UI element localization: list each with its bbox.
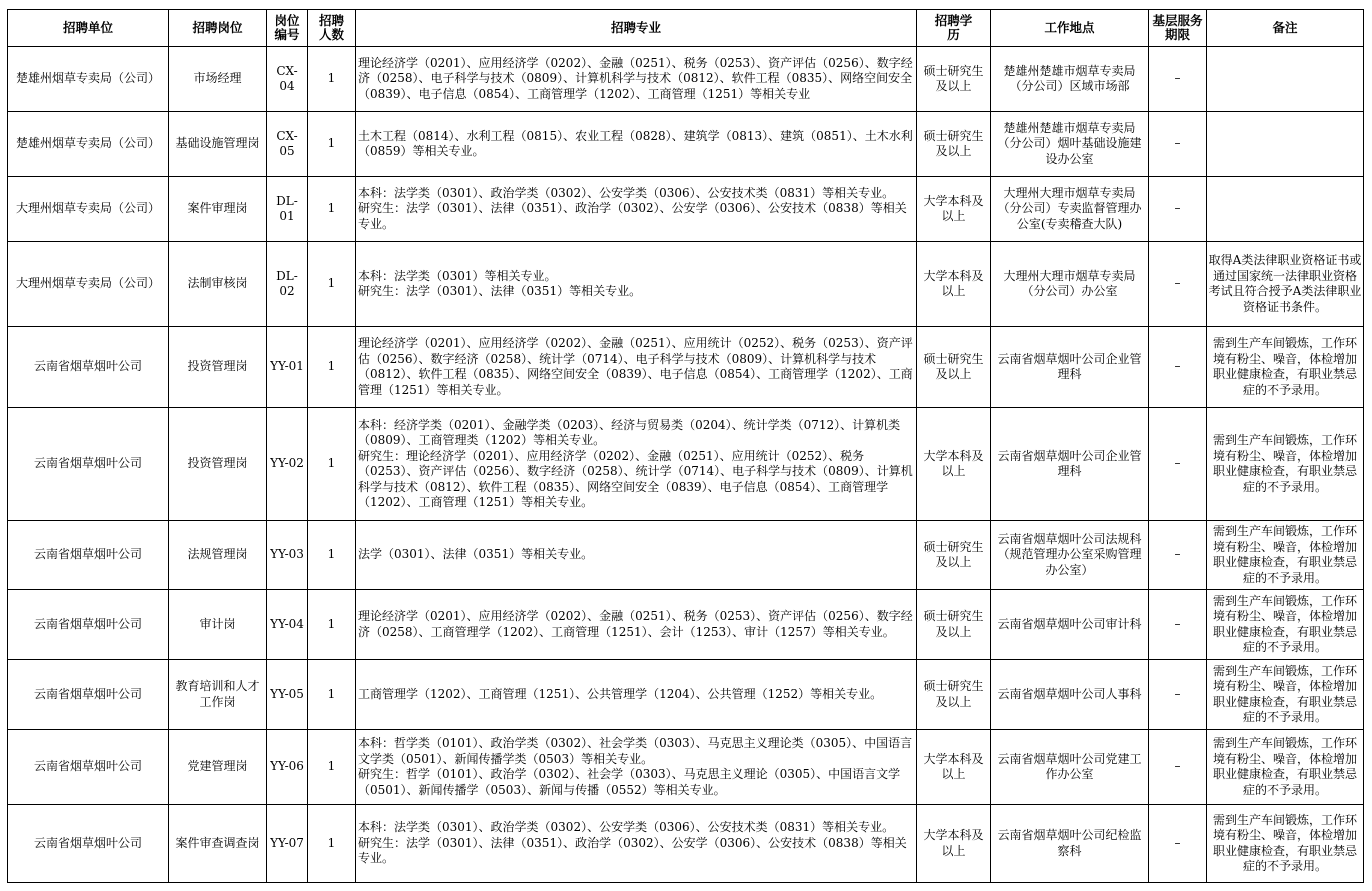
- cell-location: 云南省烟草烟叶公司企业管理科: [991, 327, 1149, 408]
- cell-post: 审计岗: [169, 590, 267, 660]
- header-post: 招聘岗位: [169, 10, 267, 47]
- cell-service: –: [1149, 327, 1207, 408]
- cell-major: [356, 177, 917, 242]
- cell-note: 需到生产车间锻炼，工作环境有粉尘、噪音，体检增加职业健康检查，有职业禁忌症的不予录用。: [1207, 327, 1364, 408]
- header-code: 岗位编号: [267, 10, 308, 47]
- cell-count: 1: [308, 660, 356, 730]
- cell-count: 1: [308, 112, 356, 177]
- cell-service: –: [1149, 408, 1207, 521]
- cell-location: 云南省烟草烟叶公司纪检监察科: [991, 805, 1149, 883]
- cell-note: 需到生产车间锻炼，工作环境有粉尘、噪音，体检增加职业健康检查，有职业禁忌症的不予录用。: [1207, 590, 1364, 660]
- cell-unit: 楚雄州烟草专卖局（公司）: [8, 47, 169, 112]
- cell-note: 需到生产车间锻炼，工作环境有粉尘、噪音，体检增加职业健康检查，有职业禁忌症的不予录用。: [1207, 521, 1364, 590]
- cell-service: –: [1149, 177, 1207, 242]
- major-line: 工商管理学（1202）、工商管理（1251）、公共管理学（1204）、公共管理（1252）等相关专业。: [358, 686, 883, 701]
- major-line: 研究生：理论经济学（0201）、应用经济学（0202）、金融（0251）、应用统计（0252）、税务（0253）、资产评估（0256）、数字经济（0258）、统计学（0714）、电子科学与技术（0809）、计算机科学与技术（0812）、软件工程（0835）、网络空间安全（0839）、电子信息（0854）、工商管理学（1202）、工商管理（1251）等相关专业。: [358, 448, 913, 509]
- major-line: 研究生：法学（0301）、法律（0351）等相关专业。: [358, 284, 642, 298]
- cell-note: [1207, 112, 1364, 177]
- cell-education: 大学本科及以上: [917, 177, 991, 242]
- header-note: 备注: [1207, 10, 1364, 47]
- cell-education: 硕士研究生及以上: [917, 590, 991, 660]
- cell-location: 云南省烟草烟叶公司企业管理科: [991, 408, 1149, 521]
- table-row: [8, 112, 1364, 177]
- cell-code: YY-06: [267, 730, 308, 805]
- cell-note: 需到生产车间锻炼，工作环境有粉尘、噪音，体检增加职业健康检查，有职业禁忌症的不予录用。: [1207, 660, 1364, 730]
- cell-education: 硕士研究生及以上: [917, 521, 991, 590]
- cell-note: 需到生产车间锻炼，工作环境有粉尘、噪音，体检增加职业健康检查，有职业禁忌症的不予录用。: [1207, 730, 1364, 805]
- cell-unit: 云南省烟草烟叶公司: [8, 408, 169, 521]
- cell-code: CX-05: [267, 112, 308, 177]
- recruitment-table: [7, 9, 1364, 883]
- cell-major: [356, 327, 917, 408]
- cell-unit: 大理州烟草专卖局（公司）: [8, 177, 169, 242]
- cell-education: 硕士研究生及以上: [917, 327, 991, 408]
- cell-note: 需到生产车间锻炼，工作环境有粉尘、噪音，体检增加职业健康检查，有职业禁忌症的不予录用。: [1207, 805, 1364, 883]
- table-row: [8, 521, 1364, 590]
- cell-major: [356, 47, 917, 112]
- cell-major: [356, 408, 917, 521]
- cell-code: YY-05: [267, 660, 308, 730]
- header-count: 招聘人数: [308, 10, 356, 47]
- cell-post: 基础设施管理岗: [169, 112, 267, 177]
- major-line: 研究生：哲学（0101）、政治学（0302）、社会学（0303）、马克思主义理论（0305）、中国语言文学（0501）、新闻传播学（0503）、新闻与传播（0552）等相关专业。: [358, 767, 901, 797]
- cell-major: [356, 660, 917, 730]
- cell-unit: 云南省烟草烟叶公司: [8, 730, 169, 805]
- cell-count: 1: [308, 730, 356, 805]
- cell-unit: 云南省烟草烟叶公司: [8, 327, 169, 408]
- table-row: [8, 660, 1364, 730]
- cell-service: –: [1149, 805, 1207, 883]
- major-line: 研究生：法学（0301）、法律（0351）、政治学（0302）、公安学（0306）、公安技术（0838）等相关专业。: [358, 835, 907, 866]
- cell-location: 云南省烟草烟叶公司人事科: [991, 660, 1149, 730]
- major-line: 理论经济学（0201）、应用经济学（0202）、金融（0251）、应用统计（0252）、税务（0253）、资产评估（0256）、数字经济（0258）、统计学（0714）、电子科学与技术（0809）、计算机科学与技术（0812）、软件工程（0835）、网络空间安全（0839）、电子信息（0854）、工商管理学（1202）、工商管理（1251）等相关专业。: [358, 336, 913, 397]
- table-row: [8, 590, 1364, 660]
- cell-code: YY-02: [267, 408, 308, 521]
- header-education: 招聘学历: [917, 10, 991, 47]
- cell-count: 1: [308, 177, 356, 242]
- table-body: [8, 47, 1364, 883]
- cell-post: 法制审核岗: [169, 242, 267, 327]
- cell-note: [1207, 177, 1364, 242]
- cell-code: YY-04: [267, 590, 308, 660]
- cell-major: [356, 805, 917, 883]
- cell-post: 案件审理岗: [169, 177, 267, 242]
- cell-major: [356, 590, 917, 660]
- table-row: [8, 327, 1364, 408]
- cell-post: 党建管理岗: [169, 730, 267, 805]
- major-line: 本科：法学类（0301）等相关专业。: [358, 268, 557, 283]
- cell-unit: 云南省烟草烟叶公司: [8, 521, 169, 590]
- cell-code: YY-03: [267, 521, 308, 590]
- major-line: 研究生：法学（0301）、法律（0351）、政治学（0302）、公安学（0306）、公安技术（0838）等相关专业。: [358, 201, 907, 231]
- cell-location: 楚雄州楚雄市烟草专卖局（分公司）烟叶基础设施建设办公室: [991, 112, 1149, 177]
- cell-code: DL-01: [267, 177, 308, 242]
- cell-service: –: [1149, 590, 1207, 660]
- cell-education: 硕士研究生及以上: [917, 112, 991, 177]
- cell-code: YY-01: [267, 327, 308, 408]
- cell-post: 法规管理岗: [169, 521, 267, 590]
- header-location: 工作地点: [991, 10, 1149, 47]
- cell-unit: 大理州烟草专卖局（公司）: [8, 242, 169, 327]
- cell-location: 大理州大理市烟草专卖局（分公司）专卖监督管理办公室(专卖稽查大队): [991, 177, 1149, 242]
- header-major: 招聘专业: [356, 10, 917, 47]
- cell-service: –: [1149, 242, 1207, 327]
- cell-service: –: [1149, 660, 1207, 730]
- cell-note: [1207, 47, 1364, 112]
- cell-count: 1: [308, 590, 356, 660]
- cell-post: 市场经理: [169, 47, 267, 112]
- cell-unit: 云南省烟草烟叶公司: [8, 660, 169, 730]
- cell-post: 投资管理岗: [169, 327, 267, 408]
- cell-count: 1: [308, 242, 356, 327]
- cell-education: 大学本科及以上: [917, 805, 991, 883]
- header-unit: 招聘单位: [8, 10, 169, 47]
- cell-count: 1: [308, 521, 356, 590]
- table-row: [8, 47, 1364, 112]
- cell-count: 1: [308, 327, 356, 408]
- cell-location: 云南省烟草烟叶公司党建工作办公室: [991, 730, 1149, 805]
- header-row: [8, 10, 1364, 47]
- cell-major: [356, 112, 917, 177]
- cell-count: 1: [308, 47, 356, 112]
- cell-major: [356, 521, 917, 590]
- cell-code: YY-07: [267, 805, 308, 883]
- cell-note: 需到生产车间锻炼，工作环境有粉尘、噪音，体检增加职业健康检查，有职业禁忌症的不予录用。: [1207, 408, 1364, 521]
- major-line: 本科：哲学类（0101）、政治学类（0302）、社会学类（0303）、马克思主义理论类（0305）、中国语言文学类（0501）、新闻传播学类（0503）等相关专业。: [358, 736, 913, 766]
- cell-code: DL-02: [267, 242, 308, 327]
- cell-count: 1: [308, 408, 356, 521]
- cell-count: 1: [308, 805, 356, 883]
- major-line: 理论经济学（0201）、应用经济学（0202）、金融（0251）、税务（0253）、资产评估（0256）、数字经济（0258）、电子科学与技术（0809）、计算机科学与技术（0812）、软件工程（0835）、网络空间安全（0839）、电子信息（0854）、工商管理学（1202）、工商管理（1251）等相关专业: [358, 55, 913, 101]
- cell-education: 大学本科及以上: [917, 242, 991, 327]
- major-line: 理论经济学（0201）、应用经济学（0202）、金融（0251）、税务（0253）、资产评估（0256）、数字经济（0258）、工商管理学（1202）、工商管理（1251）、会计（1253）、审计（1257）等相关专业。: [358, 609, 913, 639]
- cell-location: 楚雄州楚雄市烟草专卖局（分公司）区域市场部: [991, 47, 1149, 112]
- table-row: [8, 177, 1364, 242]
- cell-service: –: [1149, 112, 1207, 177]
- cell-education: 硕士研究生及以上: [917, 47, 991, 112]
- cell-post: 投资管理岗: [169, 408, 267, 521]
- cell-note: 取得A类法律职业资格证书或通过国家统一法律职业资格考试且符合授予A类法律职业资格证书条件。: [1207, 242, 1364, 327]
- header-service: 基层服务期限: [1149, 10, 1207, 47]
- cell-education: 大学本科及以上: [917, 408, 991, 521]
- cell-education: 硕士研究生及以上: [917, 660, 991, 730]
- table-row: [8, 242, 1364, 327]
- cell-unit: 云南省烟草烟叶公司: [8, 590, 169, 660]
- table-row: [8, 805, 1364, 883]
- table-row: [8, 730, 1364, 805]
- cell-post: 案件审查调查岗: [169, 805, 267, 883]
- cell-major: [356, 242, 917, 327]
- major-line: 本科：法学类（0301）、政治学类（0302）、公安学类（0306）、公安技术类（0831）等相关专业。: [358, 185, 895, 200]
- cell-service: –: [1149, 730, 1207, 805]
- table-row: [8, 408, 1364, 521]
- cell-education: 大学本科及以上: [917, 730, 991, 805]
- cell-location: 大理州大理市烟草专卖局（分公司）办公室: [991, 242, 1149, 327]
- cell-service: –: [1149, 47, 1207, 112]
- major-line: 法学（0301）、法律（0351）等相关专业。: [358, 547, 594, 562]
- cell-code: CX-04: [267, 47, 308, 112]
- cell-location: 云南省烟草烟叶公司法规科（规范管理办公室采购管理办公室）: [991, 521, 1149, 590]
- cell-unit: 云南省烟草烟叶公司: [8, 805, 169, 883]
- major-line: 土木工程（0814）、水利工程（0815）、农业工程（0828）、建筑学（0813）、建筑（0851）、土木水利（0859）等相关专业。: [358, 128, 913, 158]
- cell-location: 云南省烟草烟叶公司审计科: [991, 590, 1149, 660]
- cell-service: –: [1149, 521, 1207, 590]
- major-line: 本科：经济学类（0201）、金融学类（0203）、经济与贸易类（0204）、统计学类（0712）、计算机类（0809）、工商管理类（1202）等相关专业。: [358, 417, 901, 447]
- major-line: 本科：法学类（0301）、政治学类（0302）、公安学类（0306）、公安技术类（0831）等相关专业。: [358, 820, 895, 835]
- cell-major: [356, 730, 917, 805]
- cell-unit: 楚雄州烟草专卖局（公司）: [8, 112, 169, 177]
- cell-post: 教育培训和人才工作岗: [169, 660, 267, 730]
